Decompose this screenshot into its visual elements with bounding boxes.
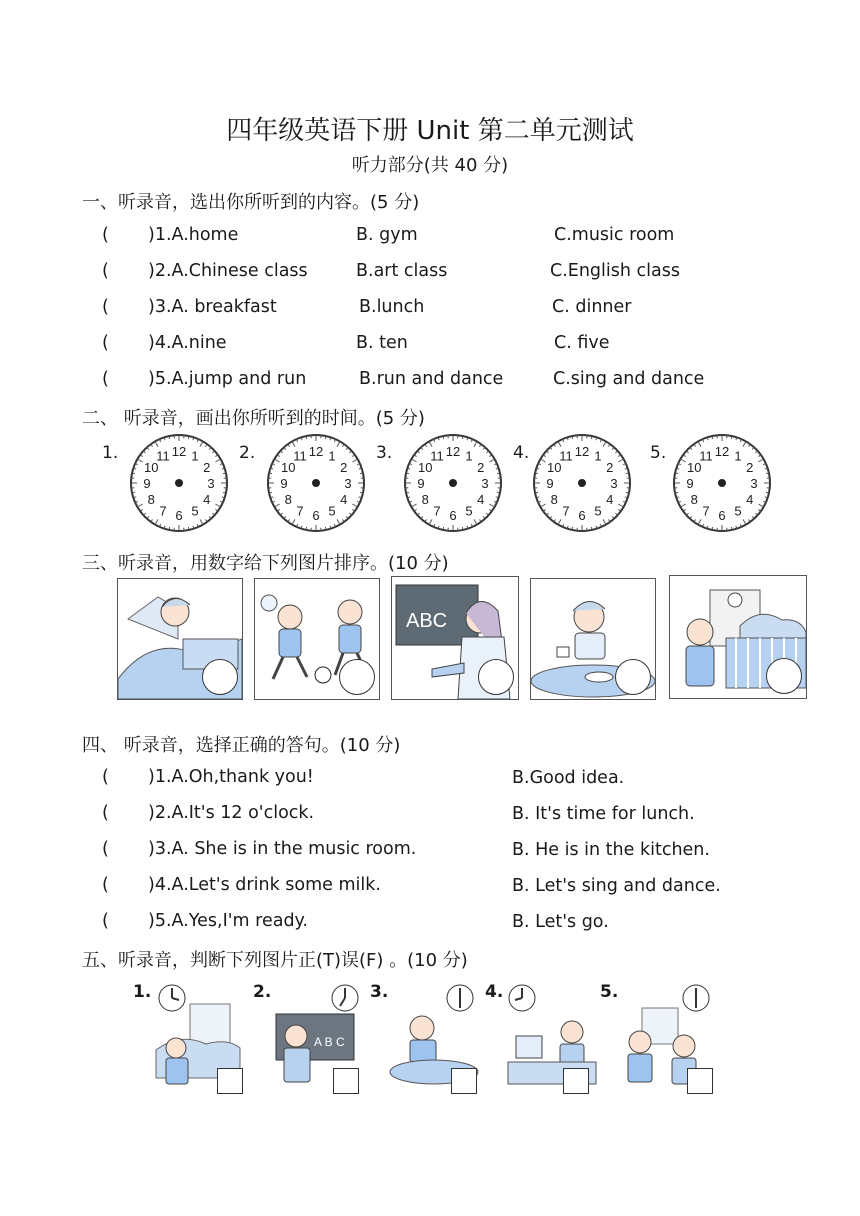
- option-a: )2.A.Chinese class: [148, 261, 308, 281]
- svg-text:11: 11: [293, 448, 307, 464]
- option-a: )4.A.Let's drink some milk.: [148, 875, 381, 895]
- picture-going-to-school: [669, 575, 807, 699]
- clock-face-icon[interactable]: [125, 429, 233, 537]
- order-circle[interactable]: [202, 659, 238, 695]
- board-text: A B C: [314, 1035, 345, 1049]
- svg-text:5: 5: [734, 503, 742, 519]
- svg-text:1: 1: [465, 448, 473, 464]
- svg-text:7: 7: [159, 503, 167, 519]
- svg-text:4: 4: [477, 492, 485, 507]
- svg-text:11: 11: [559, 448, 573, 464]
- svg-text:10: 10: [144, 460, 159, 475]
- clock-label: 1.: [102, 443, 119, 463]
- svg-text:1: 1: [594, 448, 602, 464]
- svg-text:6: 6: [312, 508, 320, 523]
- answer-paren[interactable]: (: [102, 225, 109, 245]
- answer-paren[interactable]: (: [102, 297, 109, 317]
- svg-text:11: 11: [430, 448, 444, 464]
- option-b: B. gym: [356, 225, 418, 245]
- svg-text:6: 6: [175, 508, 183, 523]
- svg-text:6: 6: [449, 508, 457, 523]
- answer-paren[interactable]: (: [102, 911, 109, 931]
- picture-playing-football: [254, 578, 380, 700]
- option-b: B.art class: [356, 261, 448, 281]
- page-subtitle: 听力部分(共 40 分): [351, 155, 509, 176]
- option-b: B.run and dance: [359, 369, 504, 389]
- option-b: B.Good idea.: [512, 768, 625, 788]
- picture-label: 5.: [600, 982, 619, 1002]
- order-circle[interactable]: [766, 658, 802, 694]
- picture-label: 1.: [133, 982, 152, 1002]
- order-circle[interactable]: [478, 659, 514, 695]
- svg-text:5: 5: [191, 503, 199, 519]
- svg-text:9: 9: [280, 476, 288, 491]
- svg-text:8: 8: [284, 492, 292, 507]
- answer-paren[interactable]: (: [102, 333, 109, 353]
- clock-face-icon[interactable]: [262, 429, 370, 537]
- option-c: C.sing and dance: [553, 369, 705, 389]
- svg-text:10: 10: [281, 460, 296, 475]
- option-c: C. five: [554, 333, 610, 353]
- picture-label: 4.: [485, 982, 504, 1002]
- svg-text:1: 1: [328, 448, 336, 464]
- svg-text:7: 7: [562, 503, 570, 519]
- svg-text:8: 8: [421, 492, 429, 507]
- svg-text:9: 9: [686, 476, 694, 491]
- option-a: )3.A. breakfast: [148, 297, 277, 317]
- picture-waking-up: [117, 578, 243, 700]
- page-title: 四年级英语下册 Unit 第二单元测试: [226, 116, 634, 146]
- section1-heading: 一、听录音，选出你所听到的内容。(5 分): [82, 192, 420, 213]
- option-c: C. dinner: [552, 297, 632, 317]
- answer-box[interactable]: [687, 1068, 713, 1094]
- svg-text:9: 9: [417, 476, 425, 491]
- answer-box[interactable]: [451, 1068, 477, 1094]
- svg-text:3: 3: [481, 476, 489, 491]
- option-b: B.lunch: [359, 297, 425, 317]
- answer-paren[interactable]: (: [102, 875, 109, 895]
- svg-text:8: 8: [690, 492, 698, 507]
- section4-heading: 四、 听录音，选择正确的答句。(10 分): [82, 735, 401, 756]
- svg-text:4: 4: [340, 492, 348, 507]
- svg-text:5: 5: [594, 503, 602, 519]
- svg-text:10: 10: [547, 460, 562, 475]
- svg-text:2: 2: [477, 460, 485, 475]
- answer-box[interactable]: [333, 1068, 359, 1094]
- svg-text:6: 6: [718, 508, 726, 523]
- answer-paren[interactable]: (: [102, 369, 109, 389]
- svg-text:4: 4: [606, 492, 614, 507]
- svg-text:12: 12: [445, 444, 461, 459]
- option-a: )5.A.jump and run: [148, 369, 307, 389]
- svg-text:12: 12: [574, 444, 590, 459]
- svg-text:12: 12: [714, 444, 730, 459]
- svg-text:12: 12: [171, 444, 187, 459]
- svg-text:3: 3: [610, 476, 618, 491]
- picture-eating-meal: [530, 578, 656, 700]
- svg-text:8: 8: [550, 492, 558, 507]
- svg-text:7: 7: [296, 503, 304, 519]
- svg-text:11: 11: [699, 448, 713, 464]
- answer-box[interactable]: [563, 1068, 589, 1094]
- option-b: B. It's time for lunch.: [512, 804, 695, 824]
- section5-heading: 五、听录音，判断下列图片正(T)误(F) 。(10 分): [82, 950, 468, 971]
- svg-text:12: 12: [308, 444, 324, 459]
- answer-paren[interactable]: (: [102, 261, 109, 281]
- option-a: )2.A.It's 12 o'clock.: [148, 803, 315, 823]
- answer-paren[interactable]: (: [102, 767, 109, 787]
- clock-face-icon[interactable]: [528, 429, 636, 537]
- order-circle[interactable]: [615, 659, 651, 695]
- option-c: C.music room: [554, 225, 675, 245]
- picture-label: 2.: [253, 982, 272, 1002]
- option-b: B. ten: [356, 333, 408, 353]
- svg-text:2: 2: [203, 460, 211, 475]
- picture-english-class: [391, 576, 519, 700]
- svg-text:8: 8: [147, 492, 155, 507]
- svg-text:3: 3: [750, 476, 758, 491]
- section2-heading: 二、 听录音，画出你所听到的时间。(5 分): [82, 408, 425, 429]
- svg-text:10: 10: [418, 460, 433, 475]
- svg-text:1: 1: [734, 448, 742, 464]
- order-circle[interactable]: [339, 659, 375, 695]
- clock-label: 5.: [650, 443, 667, 463]
- svg-text:1: 1: [191, 448, 199, 464]
- clock-label: 3.: [376, 443, 393, 463]
- option-a: )1.A.Oh,thank you!: [148, 767, 314, 787]
- svg-text:11: 11: [156, 448, 170, 464]
- svg-text:10: 10: [687, 460, 702, 475]
- clock-face-icon[interactable]: [668, 429, 776, 537]
- picture-label: 3.: [370, 982, 389, 1002]
- option-a: )3.A. She is in the music room.: [148, 839, 417, 859]
- svg-text:3: 3: [344, 476, 352, 491]
- clock-label: 4.: [513, 443, 530, 463]
- option-a: )4.A.nine: [148, 333, 227, 353]
- svg-text:4: 4: [746, 492, 754, 507]
- option-b: B. He is in the kitchen.: [512, 840, 710, 860]
- option-b: B. Let's go.: [512, 912, 609, 932]
- svg-text:5: 5: [328, 503, 336, 519]
- svg-text:2: 2: [606, 460, 614, 475]
- svg-text:9: 9: [546, 476, 554, 491]
- clock-label: 2.: [239, 443, 256, 463]
- option-a: )5.A.Yes,I'm ready.: [148, 911, 308, 931]
- answer-box[interactable]: [217, 1068, 243, 1094]
- board-text: ABC: [406, 610, 448, 632]
- answer-paren[interactable]: (: [102, 803, 109, 823]
- svg-text:7: 7: [433, 503, 441, 519]
- svg-text:2: 2: [746, 460, 754, 475]
- svg-text:5: 5: [465, 503, 473, 519]
- svg-text:4: 4: [203, 492, 211, 507]
- answer-paren[interactable]: (: [102, 839, 109, 859]
- svg-text:2: 2: [340, 460, 348, 475]
- svg-text:7: 7: [702, 503, 710, 519]
- clock-face-icon[interactable]: [399, 429, 507, 537]
- option-a: )1.A.home: [148, 225, 239, 245]
- option-b: B. Let's sing and dance.: [512, 876, 721, 896]
- svg-text:3: 3: [207, 476, 215, 491]
- option-c: C.English class: [550, 261, 680, 281]
- section3-heading: 三、听录音，用数字给下列图片排序。(10 分): [82, 553, 449, 574]
- svg-text:9: 9: [143, 476, 151, 491]
- svg-text:6: 6: [578, 508, 586, 523]
